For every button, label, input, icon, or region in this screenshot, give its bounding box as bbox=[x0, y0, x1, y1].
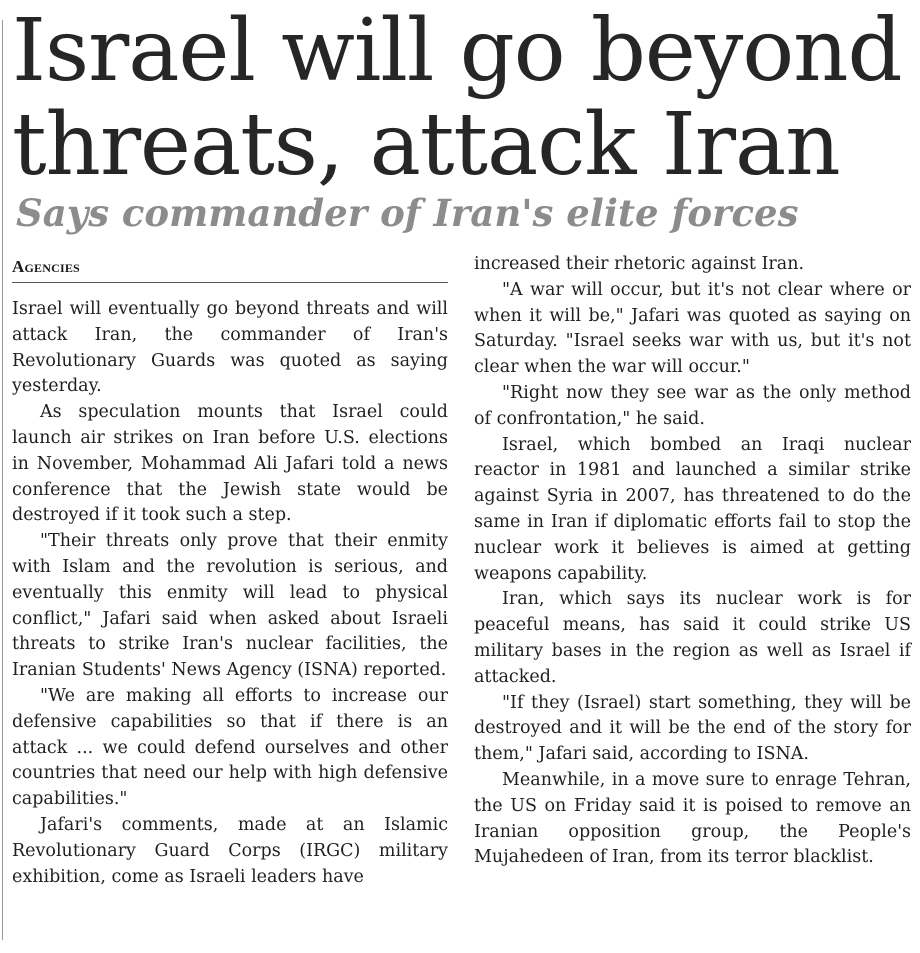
paragraph: "If they (Israel) start something, they will be destroyed and it will be the end of the story for them," Jafari said, according to ISNA. bbox=[474, 692, 911, 765]
subheadline: Says commander of Iran's elite forces bbox=[16, 191, 799, 235]
byline: Agencies bbox=[12, 256, 448, 283]
paragraph: "Their threats only prove that their enmity with Islam and the revolution is serious, and eventually this enmity will lead to physical conflict," Jafari said when asked about Israeli threats to strike Iran's nuclear facilities, the Iranian Students' News Agency (ISNA) reported. bbox=[12, 531, 448, 681]
paragraph: Meanwhile, in a move sure to enrage Tehran, the US on Friday said it is poised to remove an Iranian opposition group, the People's Mujahedeen of Iran, from its terror blacklist. bbox=[474, 769, 911, 868]
paragraph: "We are making all efforts to increase our defensive capabilities so that if there is an attack ... we could defend ourselves and other countries that need our help with high defensive capabilities." bbox=[12, 685, 448, 810]
paragraph: Israel will eventually go beyond threats and will attack Iran, the commander of Iran's Revolutionary Guards was quoted as saying yesterday. bbox=[12, 299, 448, 397]
paragraph: Jafari's comments, made at an Islamic Revolutionary Guard Corps (IRGC) military exhibition, come as Israeli leaders have bbox=[12, 814, 448, 887]
left-border-rule bbox=[2, 20, 3, 940]
article-column-2 bbox=[474, 252, 911, 871]
paragraph: Iran, which says its nuclear work is for peaceful means, has said it could strike US military bases in the region as well as Israel if attacked. bbox=[474, 589, 911, 687]
paragraph: Israel, which bombed an Iraqi nuclear reactor in 1981 and launched a similar strike against Syria in 2007, has threatened to do the same in Iran if diplomatic efforts fail to stop the nuclear work it believes is aimed at getting weapons capability. bbox=[474, 434, 911, 584]
paragraph: As speculation mounts that Israel could launch air strikes on Iran before U.S. elections in November, Mohammad Ali Jafari told a news conference that the Jewish state would be destroyed if it took such a step. bbox=[12, 402, 448, 526]
paragraph-continued: increased their rhetoric against Iran. bbox=[474, 254, 805, 274]
headline: Israel will go beyond threats, attack Iran bbox=[12, 1, 902, 195]
paragraph: "Right now they see war as the only method of confrontation," he said. bbox=[474, 382, 911, 429]
article-column-1 bbox=[12, 297, 448, 890]
paragraph: "A war will occur, but it's not clear where or when it will be," Jafari was quoted as saying on Saturday. "Israel seeks war with us, but it's not clear when the war will occur." bbox=[474, 279, 911, 378]
